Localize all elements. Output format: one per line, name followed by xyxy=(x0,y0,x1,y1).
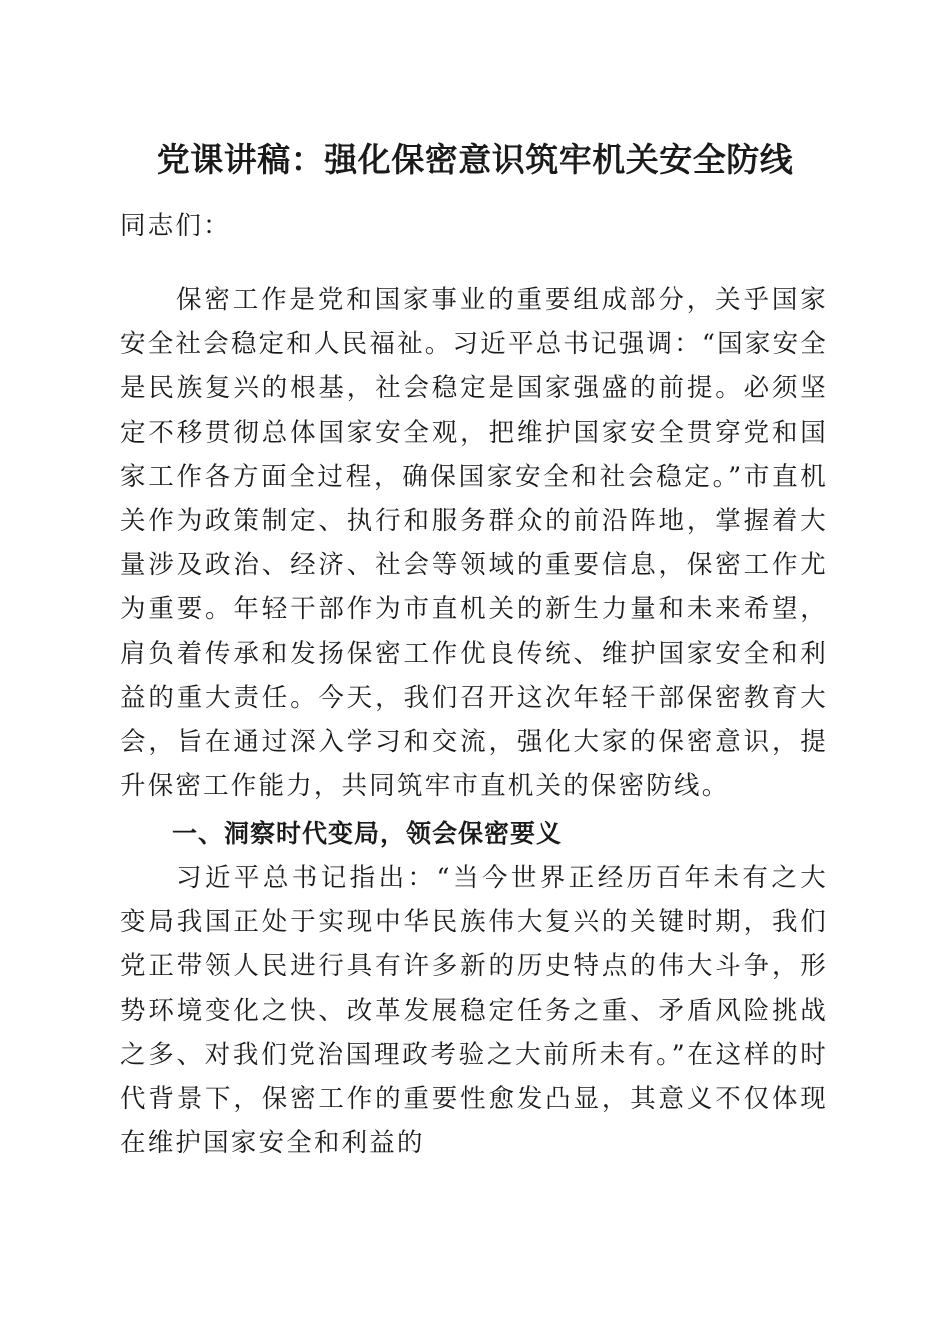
section-heading: 一、洞察时代变局，领会保密要义 xyxy=(172,819,563,848)
paragraph-intro: 保密工作是党和国家事业的重要组成部分，关乎国家安全社会稳定和人民福祉。习近平总书记强调：“国家安全是民族复兴的根基，社会稳定是国家强盛的前提。必须坚定不移贯彻总体国家安全观，把维护国家安全贯穿党和国家工作各方面全过程，确保国家安全和社会稳定。”市直机关作为政策制定、执行和服务群众的前沿阵地，掌握着大量涉及政治、经济、社会等领域的重要信息，保密工作尤为重要。年轻干部作为市直机关的新生力量和未来希望，肩负着传承和发扬保密工作优良传统、维护国家安全和利益的重大责任。今天，我们召开这次年轻干部保密教育大会，旨在通过深入学习和交流，强化大家的保密意识，提升保密工作能力，共同筑牢市直机关的保密防线。 xyxy=(120,285,828,802)
document-title: 党课讲稿：强化保密意识筑牢机关安全防线 xyxy=(156,140,794,179)
paragraph-section-one: 习近平总书记指出：“当今世界正经历百年未有之大变局我国正处于实现中华民族伟大复兴的关键时期，我们党正带领人民进行具有许多新的历史特点的伟大斗争，形势环境变化之快、改革发展稳定任务之重、矛盾风险挑战之多、对我们党治国理政考验之大前所未有。”在这样的时代背景下，保密工作的重要性愈发凸显，其意义不仅体现在维护国家安全和利益的 xyxy=(120,863,828,1159)
salutation: 同志们： xyxy=(120,211,231,241)
